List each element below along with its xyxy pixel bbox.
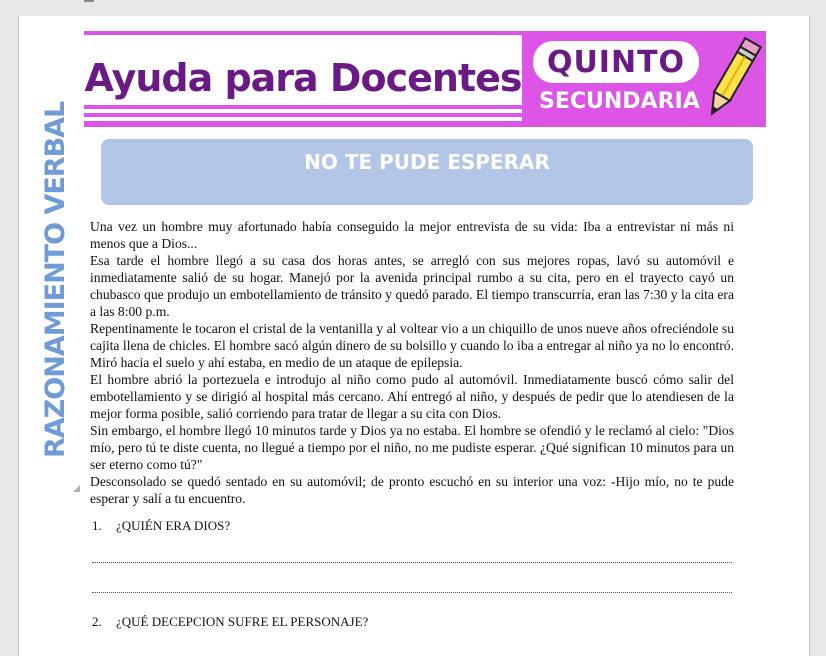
answer-line[interactable] xyxy=(92,562,732,563)
story-paragraph: Repentinamente le tocaron el cristal de la ventanilla y al voltear vio a un chiquillo de unos nueve años ofreciéndole su cajita llena de chicles. El hombre sacó algún dinero de su bolsillo y cuando lo iba a entregar al niño ya no lo encontró. Miró hacia el suelo y ahí estaba, en medio de un ataque de epilepsia. xyxy=(90,321,734,370)
answer-line[interactable] xyxy=(92,592,732,593)
question-number: 1. xyxy=(92,518,102,533)
story-paragraph: Esa tarde el hombre llegó a su casa dos horas antes, se arregló con sus mejores ropas, lavó su automóvil e inmediatamente salió de su hogar. Manejó por la avenida principal rumbo a su cita, pero en el trayecto cayó un chubasco que produjo un embotellamiento de tránsito y quedó parado. El tiempo transcurría, eran las 7:30 y la cita era a las 8:00 p.m. xyxy=(90,253,734,319)
header-banner xyxy=(84,31,766,127)
banner-stripe xyxy=(84,113,522,117)
question-text: ¿QUIÉN ERA DIOS? xyxy=(116,518,231,533)
story-paragraph: El hombre abrió la portezuela e introdujo al niño como pudo al automóvil. Inmediatamente buscó cómo salir del embotellamiento y se dirigió al hospital más cercano. Ahí entregó al niño, y después de pedir que lo atendiesen de la mejor forma posible, salió corriendo para tratar de llegar a su cita con Dios. xyxy=(90,372,734,421)
paragraph-anchor-icon xyxy=(73,485,80,492)
grade-badge xyxy=(533,41,699,83)
cursor-mark xyxy=(84,0,94,2)
subject-vertical-label: RAZONAMIENTO VERBAL xyxy=(40,101,71,458)
story-text xyxy=(90,218,734,507)
pencil-icon xyxy=(699,31,765,127)
question-number: 2. xyxy=(92,614,102,629)
grade-text: QUINTO xyxy=(546,44,686,80)
story-paragraph: Sin embargo, el hombre llegó 10 minutos tarde y Dios ya no estaba. El hombre se ofendió y le reclamó al cielo: "Dios mío, pero tú te diste cuenta, no llegué a tiempo por el niño, no me pudiste esperar. ¿Qué significan 10 minutos para un ser eterno como tú?" xyxy=(90,423,734,472)
story-title: NO TE PUDE ESPERAR xyxy=(304,150,550,174)
level-text: SECUNDARIA xyxy=(539,89,700,114)
story-paragraph: Una vez un hombre muy afortunado había conseguido la mejor entrevista de su vida: Iba a entrevistar ni más ni menos que a Dios... xyxy=(90,219,734,251)
banner-stripe xyxy=(84,105,522,109)
title-box xyxy=(101,139,753,205)
question-text: ¿QUÉ DECEPCION SUFRE EL PERSONAJE? xyxy=(116,614,369,629)
brand-title: Ayuda para Docentes xyxy=(84,56,522,100)
story-paragraph: Desconsolado se quedó sentado en su automóvil; de pronto escuchó en su interior una voz: -Hijo mío, no te pude esperar y salí a tu encuentro. xyxy=(90,474,734,506)
question-item xyxy=(92,518,230,534)
question-item xyxy=(92,614,368,630)
